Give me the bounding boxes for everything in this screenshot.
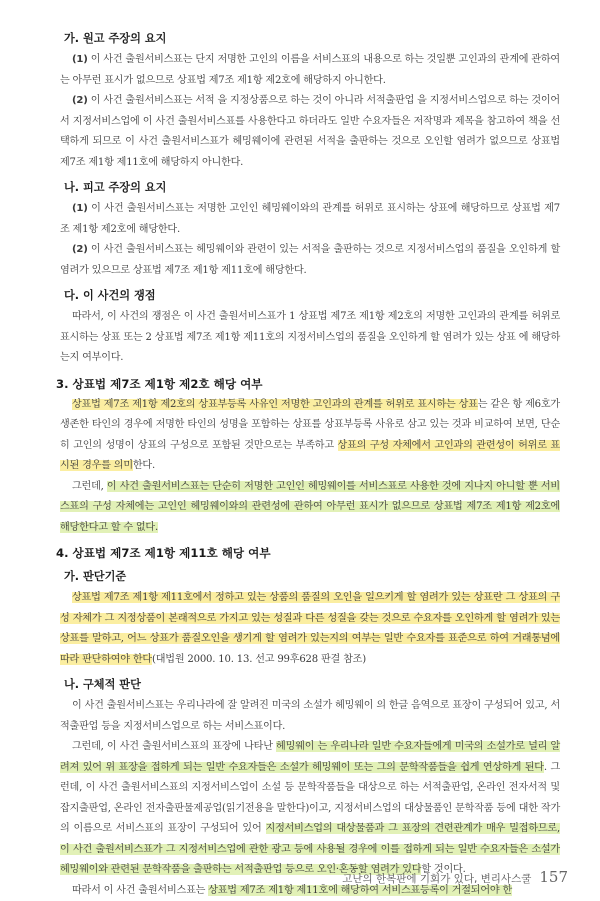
paragraph-text: . 그런데, 이 사건 출원서비스표의 지정서비스업이 소설 등 문학작품들을 대상으로 하는 서적출판업, 온라인 전자서적 및 잡지출판업, 온라인 전자출판물제공업(읽기전용을 말한다)이고, 지정서비스업의 대상물품인 문학작품 등에 대한 작가의 이름으로 서비스표의 표장이 구성되어 있어 xyxy=(60,762,560,835)
paragraph-text: 따라서 이 사건 출원서비스표는 xyxy=(72,885,208,896)
highlighted-text: 상표법 제7조 제1항 제2호의 상표부등록 사유인 저명한 고인과의 관계를 허위로 표시하는 상표 xyxy=(72,399,478,410)
running-title: 고난의 한복판에 기회가 있다, 변리사스쿨 xyxy=(342,871,531,886)
highlighted-text: 이 사건 출원서비스표는 단순히 저명한 고인인 헤밍웨이를 서비스표로 사용한 것에 지나지 아니할 뿐 서비스표의 구성 자체에는 고인인 헤밍웨이와의 관련성에 관하여 아무런 표시가 없으므로 상표법 제7조 제1항 제2호에 해당한다고 할 수 없다. xyxy=(60,481,560,533)
heading-defendant-argument: 나. 피고 주장의 요지 xyxy=(64,179,560,197)
heading-issues: 다. 이 사건의 쟁점 xyxy=(64,287,560,305)
paragraph-text: 한다. xyxy=(133,460,155,471)
page-footer xyxy=(342,868,568,886)
paragraph xyxy=(60,240,560,281)
paragraph-text: 는 같은 항 제6호가 생존한 타인의 경우에 저명한 타인의 성명을 포함하는 상표를 상표부등록 사유로 삼고 있는 것과 비교하여 보면, 단순히 고인의 성명이 상표의 구성으로 포함된 것만으로는 부족하고 xyxy=(60,399,560,451)
item-number: (2) xyxy=(72,95,88,106)
page-number: 157 xyxy=(539,868,568,886)
paragraph: 따라서, 이 사건의 쟁점은 이 사건 출원서비스표가 1 상표법 제7조 제1항 제2호의 저명한 고인과의 관계를 허위로 표시하는 상표 또는 2 상표법 제7조 제1항 제11호의 지정서비스업의 품질을 오인하게 할 염려가 있는 상표 에 해당하는지 여부이다. xyxy=(60,307,560,369)
paragraph xyxy=(60,477,560,539)
paragraph xyxy=(60,737,560,881)
item-number: (1) xyxy=(72,203,88,214)
heading-criteria: 가. 판단기준 xyxy=(64,568,560,586)
highlighted-text: 상표법 제7조 제1항 제11호에 해당하여 서비스표등록이 거절되어야 한 xyxy=(208,885,512,896)
citation: (대법원 2000. 10. 13. 선고 99후628 판결 참조) xyxy=(152,654,366,665)
paragraph-text: 이 사건 출원서비스표는 단지 저명한 고인의 이름을 서비스표의 내용으로 하는 것일뿐 고인과의 관계에 관하여는 아무런 표시가 없으므로 상표법 제7조 제1항 제2호에 해당하지 아니한다. xyxy=(60,54,560,86)
highlighted-text: 상표의 구성 자체에서 고인과의 관련성이 허위로 표시된 경우를 의미 xyxy=(60,440,560,472)
heading-specific-judgment: 나. 구체적 판단 xyxy=(64,676,560,694)
item-number: (2) xyxy=(72,244,88,255)
paragraph xyxy=(60,395,560,477)
paragraph xyxy=(60,50,560,91)
page-content xyxy=(60,24,560,901)
heading-plaintiff-argument: 가. 원고 주장의 요지 xyxy=(64,30,560,48)
highlighted-text: 지정서비스업의 대상물품과 그 표장의 견련관계가 매우 밀접하므로, 이 사건 출원서비스표가 그 지정서비스업에 관한 광고 등에 사용될 경우에 이를 접하게 되는 일반 수요자들은 소설가 헤밍웨이와 관련된 문학작품을 출판하는 서적출판업 등으로 오인·혼동할 염려가 있다 xyxy=(60,823,560,875)
paragraph-text: 할 것이다. xyxy=(421,864,465,875)
paragraph-text: 이 사건 출원서비스표는 저명한 고인인 헤밍웨이와의 관계를 허위로 표시하는 상표에 해당하므로 상표법 제7조 제1항 제2호에 해당한다. xyxy=(60,203,560,235)
paragraph-text: 그런데, xyxy=(72,481,107,492)
heading-section-3: 3. 상표법 제7조 제1항 제2호 해당 여부 xyxy=(56,375,560,393)
paragraph: 이 사건 출원서비스표는 우리나라에 잘 알려진 미국의 소설가 헤밍웨이 의 한글 음역으로 표장이 구성되어 있고, 서적출판업 등을 지정서비스업으로 하는 서비스표이다. xyxy=(60,696,560,737)
paragraph xyxy=(60,588,560,670)
highlighted-text: 헤밍웨이 는 우리나라 일반 수요자들에게 미국의 소설가로 널리 알려져 있어 위 표장을 접하게 되는 일반 수요자들은 소설가 헤밍웨이 또는 그의 문학작품들을 쉽게 연상하게 된다 xyxy=(60,741,560,773)
highlighted-text: 상표법 제7조 제1항 제11호에서 정하고 있는 상품의 품질의 오인을 일으키게 할 염려가 있는 상표란 그 상표의 구성 자체가 그 지정상품이 본래적으로 가지고 있는 성질과 다른 성질을 갖는 것으로 수요자를 오인하게 할 염려가 있는 상표를 말하고, 어느 상표가 품질오인을 생기게 할 염려가 있는지의 여부는 일반 수요자를 표준으로 하여 거래통념에 따라 판단하여야 한다 xyxy=(60,592,560,665)
paragraph-text: 이 사건 출원서비스표는 서적 을 지정상품으로 하는 것이 아니라 서적출판업 을 지정서비스업으로 하는 것이어서 지정서비스업에 이 사건 출원서비스표를 사용한다고 하더라도 일반 수요자들은 저작명과 제목을 참고하여 책을 선택하게 되므로 이 사건 출원서비스표가 헤밍웨이에 관련된 서적을 출판하는 것으로 오인할 염려가 없으므로 상표법 제7조 제1항 제11호에 해당하지 아니한다. xyxy=(60,95,560,168)
paragraph-text: 이 사건 출원서비스표는 헤밍웨이와 관련이 있는 서적을 출판하는 것으로 지정서비스업의 품질을 오인하게 할 염려가 있으므로 상표법 제7조 제1항 제11호에 해당한다. xyxy=(60,244,560,276)
paragraph-text: 그런데, 이 사건 출원서비스표의 표장에 나타난 xyxy=(72,741,276,752)
item-number: (1) xyxy=(72,54,88,65)
heading-section-4: 4. 상표법 제7조 제1항 제11호 해당 여부 xyxy=(56,544,560,562)
paragraph xyxy=(60,91,560,173)
paragraph xyxy=(60,199,560,240)
